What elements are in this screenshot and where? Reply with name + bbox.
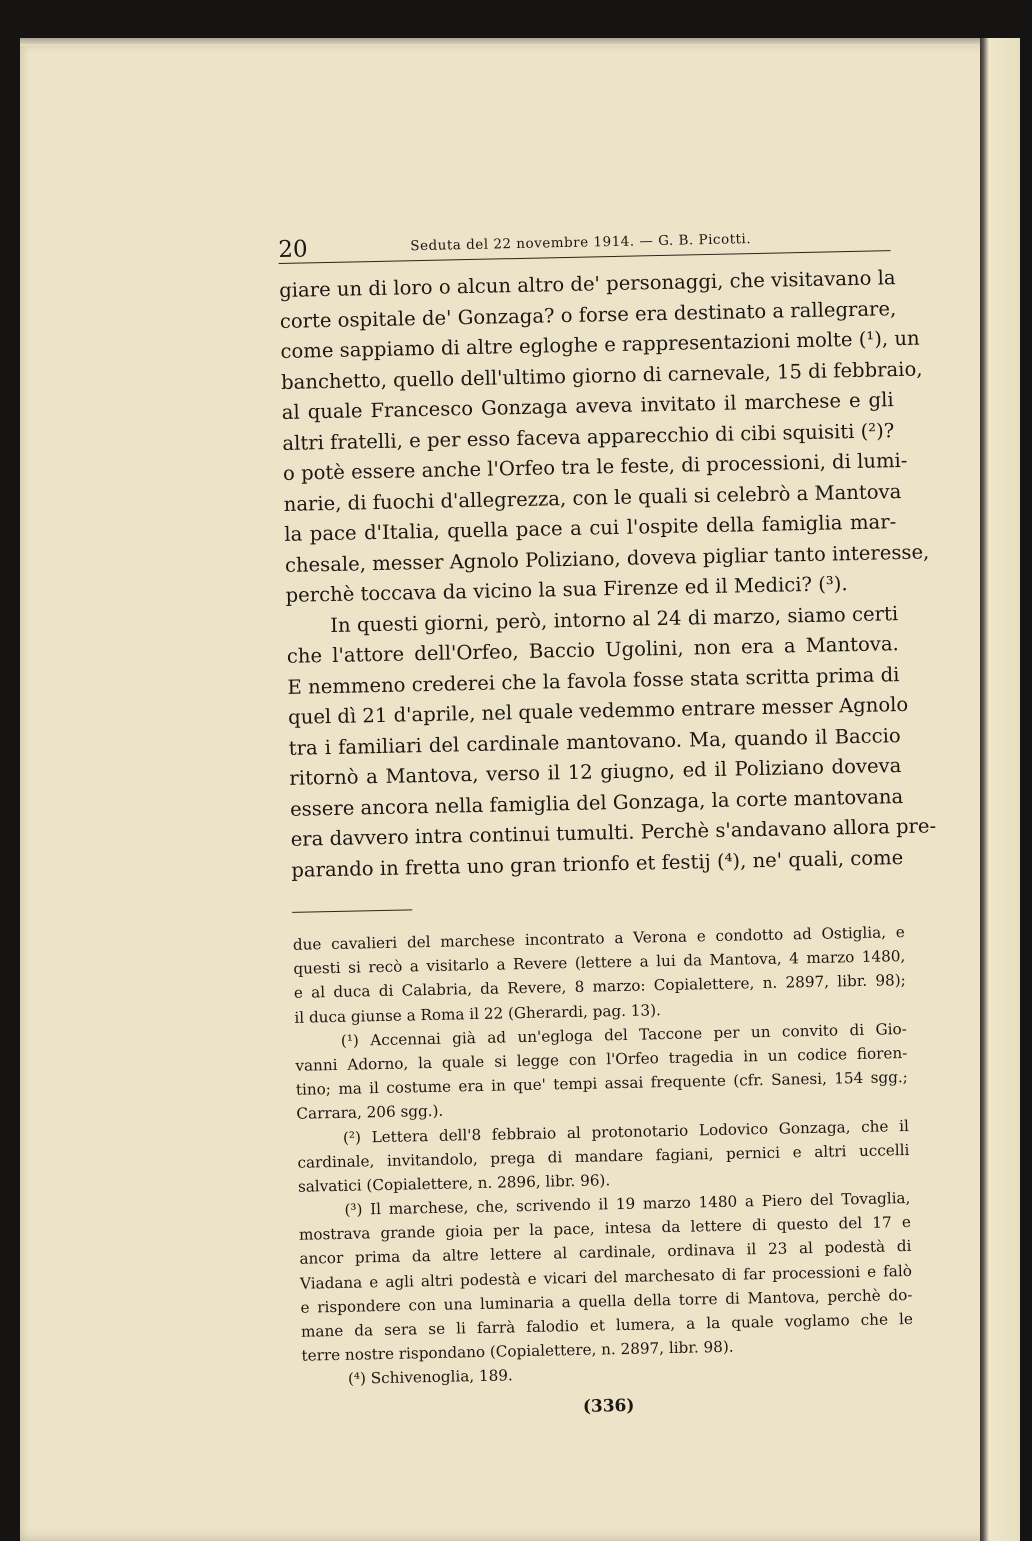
page-number: 20 xyxy=(278,236,308,263)
footnote-line: questi si recò a visitarlo a Revere (lettere a lui da Mantova, 4 marzo 1480, xyxy=(293,947,906,979)
body-line: giare un di loro o alcun altro de' personaggi, che visitavano la xyxy=(278,266,896,302)
body-line: parando in fretta uno gran trionfo et festij (⁴), ne' quali, come xyxy=(291,845,904,882)
text-block xyxy=(278,220,937,1422)
footnote-line: e rispondere con una luminaria a quella della torre di Mantova, perchè do- xyxy=(300,1285,913,1317)
body-line: In questi giorni, però, intorno al 24 di marzo, siamo certi xyxy=(329,601,899,637)
footnote-line: mane da sera se li farrà falodio et lumera, a la quale voglamo che le xyxy=(300,1309,914,1341)
footnote-line: cardinale, invitandolo, prega di mandare fagiani, pernici e altri uccelli xyxy=(297,1140,910,1172)
body-line: che l'attore dell'Orfeo, Baccio Ugolini, non era a Mantova. xyxy=(286,632,899,668)
footnote-line: terre nostre rispondano (Copialettere, n. 2897, libr. 98). xyxy=(301,1337,734,1365)
footnote-line: due cavalieri del marchese incontrato a Verona e condotto ad Ostiglia, e xyxy=(292,923,905,954)
footnote-line: (³) Il marchese, che, scrivendo il 19 marzo 1480 a Piero del Tovaglia, xyxy=(344,1189,911,1219)
body-line: E nemmeno crederei che la favola fosse stata scritta prima di xyxy=(287,662,900,699)
footnote-line: il duca giunse a Roma il 22 (Gherardi, pag. 13). xyxy=(294,1000,662,1027)
footnote-line: (⁴) Schivenoglia, 189. xyxy=(347,1366,513,1389)
body-line: narie, di fuochi d'allegrezza, con le quali si celebrò a Mantova xyxy=(283,479,902,516)
footnote-line: (²) Lettera dell'8 febbraio al protonotario Lodovico Gonzaga, che il xyxy=(342,1116,910,1147)
body-line: la pace d'Italia, quella pace a cui l'ospite della famiglia mar- xyxy=(284,510,897,546)
footnote-line: (¹) Accennai già ad un'egloga del Taccone per un convito di Gio- xyxy=(340,1019,907,1050)
footnote-line: e al duca di Calabria, da Revere, 8 marzo: Copialettere, n. 2897, libr. 98); xyxy=(293,971,906,1003)
footnote-line: mostrava grande gioia per la pace, intesa da lettere di questo del 17 e xyxy=(298,1213,912,1245)
body-line: altri fratelli, e per esso faceva apparecchio di cibi squisiti (²)? xyxy=(282,418,895,455)
footnote-line: salvatici (Copialettere, n. 2896, libr. 96). xyxy=(297,1171,611,1196)
running-head: Seduta del 22 novembre 1914. — G. B. Picotti. xyxy=(410,231,752,255)
page-header xyxy=(278,220,891,264)
main-text xyxy=(278,263,937,886)
body-line: ritornò a Mantova, verso il 12 giugno, ed il Poliziano doveva xyxy=(289,754,902,790)
body-line: o potè essere anche l'Orfeo tra le feste, di processioni, di lumi- xyxy=(282,448,908,485)
footnote-line: tino; ma il costume era in que' tempi assai frequente (cfr. Sanesi, 154 sgg.; xyxy=(295,1068,909,1099)
book-page xyxy=(20,38,1020,1541)
footnote-line: ancor prima da altre lettere al cardinale, ordinava il 23 al podestà di xyxy=(299,1237,912,1269)
footnotes xyxy=(293,920,914,1392)
body-line: perchè toccava da vicino la sua Firenze ed il Medici? (³). xyxy=(285,572,848,607)
page-top-edge xyxy=(20,38,1020,46)
body-line: corte ospitale de' Gonzaga? o forse era destinato a rallegrare, xyxy=(279,296,897,333)
folio-number: (336) xyxy=(582,1395,635,1417)
footnote-line: Carrara, 206 sgg.). xyxy=(296,1102,444,1124)
body-line: come sappiamo di altre egloghe e rappresentazioni molte (¹), un xyxy=(280,326,920,363)
footnote-line: vanni Adorno, la quale si legge con l'Orfeo tragedia in un codice fioren- xyxy=(295,1043,908,1075)
body-line: quel dì 21 d'aprile, nel quale vedemmo entrare messer Agnolo xyxy=(287,692,909,729)
body-line: al quale Francesco Gonzaga aveva invitato il marchese e gli xyxy=(281,388,894,424)
body-line: essere ancora nella famiglia del Gonzaga, la corte mantovana xyxy=(289,784,904,821)
body-line: chesale, messer Agnolo Poliziano, doveva pigliar tanto interesse, xyxy=(284,539,930,577)
body-line: tra i familiari del cardinale mantovano. Ma, quando il Baccio xyxy=(288,723,901,760)
footnote-rule xyxy=(292,909,412,913)
page-fold-edge xyxy=(980,38,1020,1541)
footnote-line: Viadana e agli altri podestà e vicari del marchesato di far processioni e falò xyxy=(299,1261,913,1293)
body-line: era davvero intra continui tumulti. Perchè s'andavano allora pre- xyxy=(290,814,937,851)
body-line: banchetto, quello dell'ultimo giorno di carnevale, 15 di febbraio, xyxy=(280,357,923,394)
